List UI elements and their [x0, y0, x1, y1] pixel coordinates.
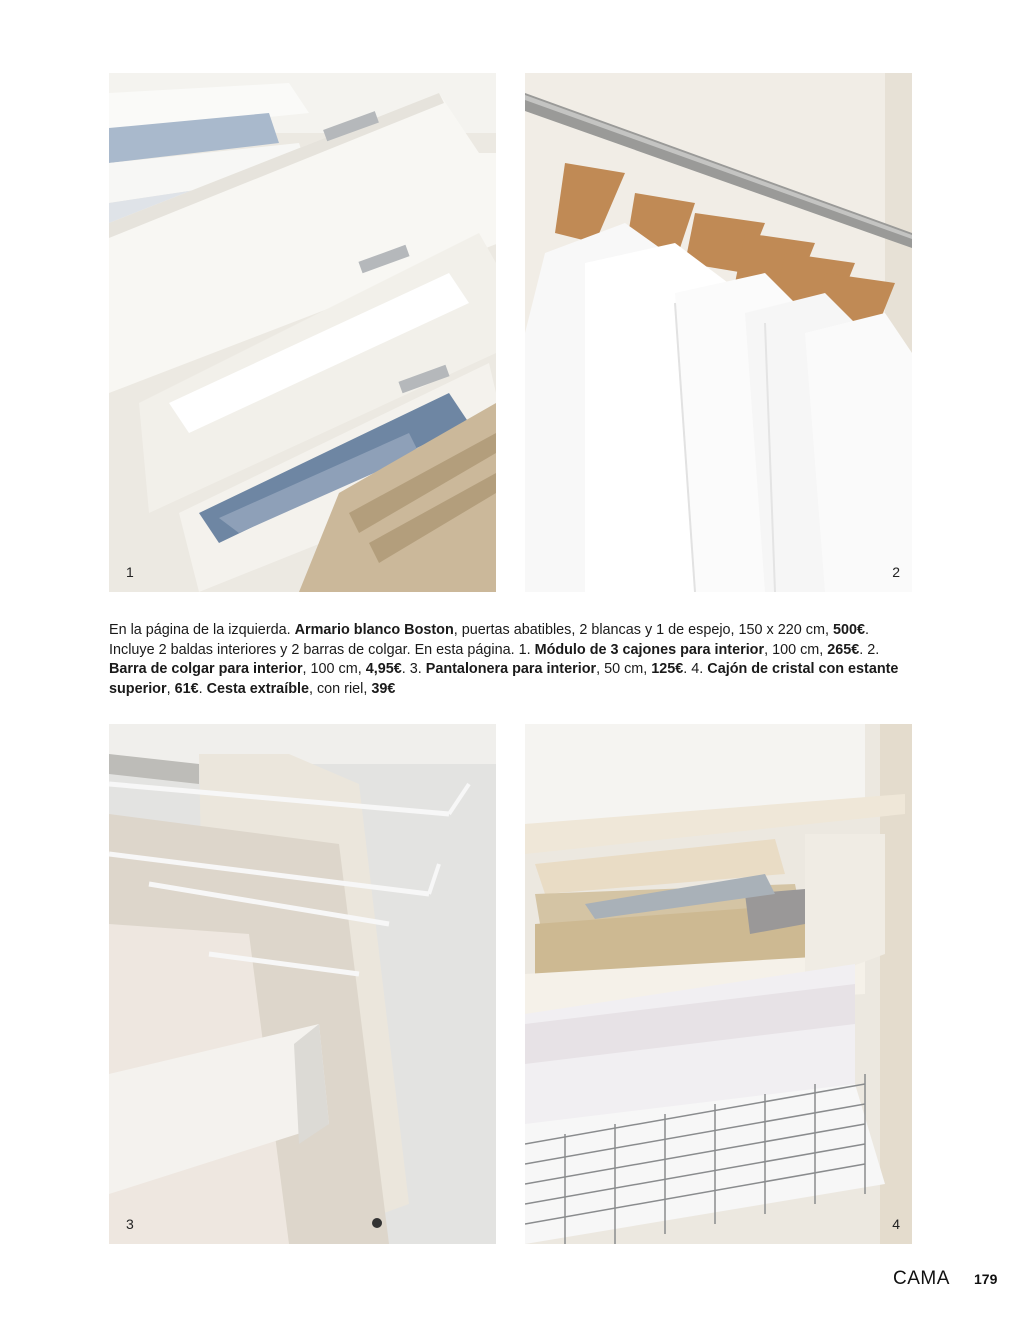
caption-product-name: Barra de colgar para interior — [109, 661, 303, 677]
caption-price: 39€ — [371, 680, 396, 697]
caption-product-name: Módulo de 3 cajones para interior — [534, 641, 765, 658]
caption-text: . Incluye 2 baldas interiores y 2 barras de colgar. En esta página. 1. — [109, 622, 869, 658]
caption-price: 265€ — [827, 641, 860, 658]
caption-product-name: Cajón de cristal con estante superior — [109, 661, 899, 697]
caption-text: . 3. — [401, 661, 426, 677]
photo-number: 3 — [126, 1216, 134, 1232]
hanging-rail-illustration — [525, 73, 912, 592]
caption-price: 61€ — [174, 680, 199, 697]
caption-product-name: Armario blanco Boston — [294, 622, 454, 638]
caption-price: 125€ — [651, 661, 684, 677]
product-caption — [109, 621, 909, 699]
caption-text: , puertas abatibles, 2 blancas y 1 de espejo, 150 x 220 cm, — [453, 622, 833, 638]
caption-text: En la página de la izquierda. — [109, 622, 295, 638]
photo-hanging-rail — [525, 73, 912, 592]
drawer-module-illustration — [109, 73, 496, 592]
caption-text: . 4. — [683, 661, 708, 677]
photo-trouser-rack — [109, 724, 496, 1244]
caption-text: . — [198, 680, 207, 697]
glass-drawer-basket-illustration — [525, 724, 912, 1244]
caption-text: , 100 cm, — [302, 661, 366, 677]
caption-price: 4,95€ — [365, 661, 402, 677]
caption-text: , 100 cm, — [764, 641, 828, 658]
page-number: 179 — [974, 1271, 998, 1287]
photo-number: 2 — [892, 564, 900, 580]
caption-price: 500€ — [832, 622, 865, 638]
photo-drawer-module — [109, 73, 496, 592]
photo-number: 4 — [892, 1216, 900, 1232]
section-title: CAMA — [893, 1268, 950, 1289]
caption-text: , — [166, 680, 175, 697]
photo-number: 1 — [126, 564, 134, 580]
caption-text: , con riel, — [308, 680, 372, 697]
photo-glass-drawer-basket — [525, 724, 912, 1244]
trouser-rack-illustration — [109, 724, 496, 1244]
caption-product-name: Cesta extraíble — [206, 680, 309, 697]
caption-text: . 2. — [859, 641, 880, 658]
caption-product-name: Pantalonera para interior — [425, 661, 597, 677]
caption-text: , 50 cm, — [596, 661, 652, 677]
